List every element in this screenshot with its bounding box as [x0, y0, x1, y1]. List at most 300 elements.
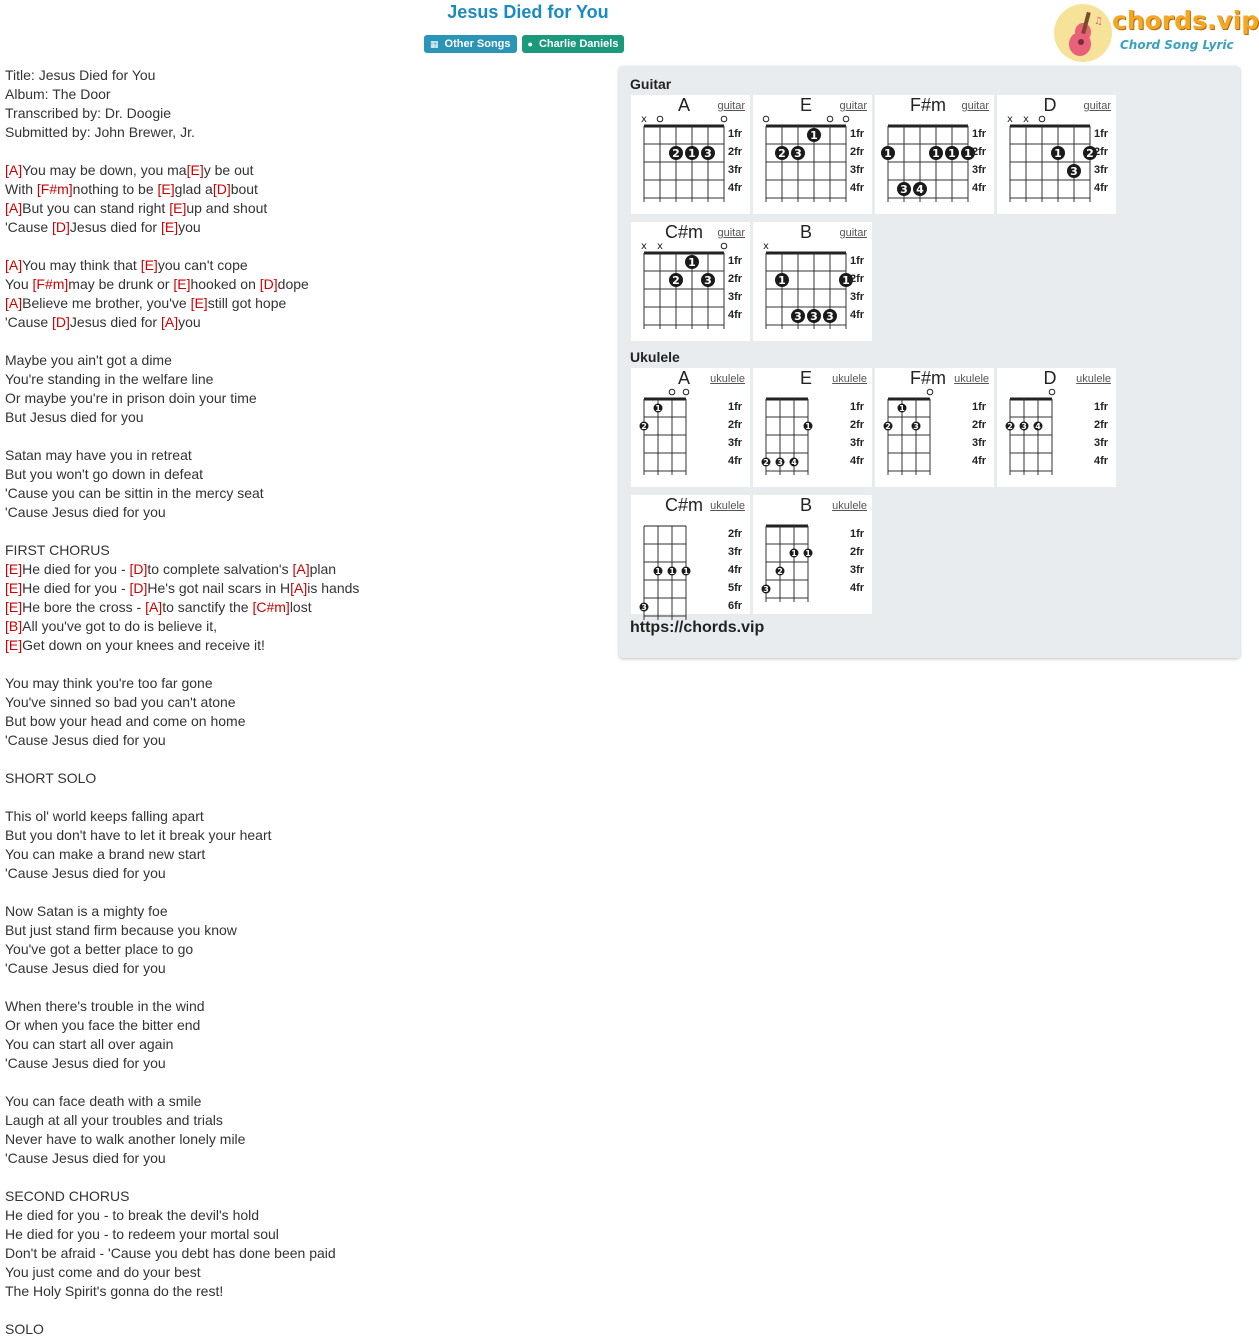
lyric-line: [5, 503, 605, 522]
lyric-text: You're standing in the welfare line: [5, 371, 214, 387]
chord-marker[interactable]: [A]: [292, 561, 310, 577]
fret-label: 2fr: [972, 146, 987, 158]
lyric-text: you: [178, 314, 201, 330]
fret-label: 2fr: [1094, 146, 1109, 158]
fret-label: 3fr: [850, 291, 865, 303]
lyric-text: Submitted by: John Brewer, Jr.: [5, 124, 195, 140]
lyric-text: But you won't go down in defeat: [5, 466, 204, 482]
lyric-text: Or maybe you're in prison doin your time: [5, 390, 257, 406]
fret-label: 4fr: [850, 182, 865, 194]
chord-name: A: [677, 95, 690, 115]
chord-marker[interactable]: [B]: [5, 618, 23, 634]
lyric-text: You: [5, 276, 33, 292]
lyric-text: Get down on your knees and receive it!: [22, 637, 265, 653]
fret-label: 3fr: [728, 164, 743, 176]
book-icon: ▦: [430, 39, 439, 49]
svg-text:1: 1: [842, 274, 850, 287]
svg-text:1: 1: [669, 567, 675, 576]
lyric-line: [5, 902, 605, 921]
fret-label: 2fr: [728, 146, 743, 158]
chord-name: A: [677, 368, 690, 388]
lyric-text: up and shout: [186, 200, 268, 216]
lyric-line: [5, 1130, 605, 1149]
chord-name: D: [1043, 95, 1057, 115]
instrument-link[interactable]: guitar: [839, 227, 867, 239]
guitar-heading: Guitar: [630, 76, 672, 92]
lyric-line: [5, 484, 605, 503]
fret-label: 4fr: [728, 455, 743, 467]
lyric-text: Maybe you ain't got a dime: [5, 352, 172, 368]
chord-name: B: [799, 495, 812, 515]
fret-label: 4fr: [728, 182, 743, 194]
svg-text:1: 1: [805, 549, 811, 558]
lyric-line: [5, 370, 605, 389]
lyric-text: glad a: [174, 181, 213, 197]
lyric-text: 'Cause Jesus died for you: [5, 1150, 166, 1166]
lyric-line: [5, 978, 605, 997]
lyric-line: [5, 446, 605, 465]
lyric-text: You've got a better place to go: [5, 941, 194, 957]
lyric-line: [5, 1092, 605, 1111]
svg-text:3: 3: [1070, 165, 1078, 178]
lyric-text: He died for you - to break the devil's hold: [5, 1207, 260, 1223]
lyric-line: [5, 104, 605, 123]
svg-text:4: 4: [791, 458, 797, 467]
lyric-text: plan: [309, 561, 337, 577]
ukulele-chord-d[interactable]: [997, 368, 1116, 487]
fret-label: 4fr: [972, 455, 987, 467]
chord-marker[interactable]: [E]: [169, 200, 187, 216]
lyric-line: [5, 579, 605, 598]
chord-marker[interactable]: [D]: [212, 181, 231, 197]
svg-text:1: 1: [688, 256, 696, 269]
lyric-text: When there's trouble in the wind: [5, 998, 205, 1014]
fret-label: 3fr: [1094, 437, 1109, 449]
artist-label: Charlie Daniels: [538, 38, 619, 50]
fret-label: 1fr: [972, 401, 987, 413]
fret-label: 2fr: [850, 273, 865, 285]
fret-label: 2fr: [728, 528, 743, 540]
lyric-text: 'Cause Jesus died for you: [5, 960, 166, 976]
ukulele-chord-e[interactable]: [753, 368, 872, 487]
chord-marker[interactable]: [A]: [5, 200, 23, 216]
user-icon: ●: [527, 39, 533, 49]
svg-text:3: 3: [826, 310, 834, 323]
chord-marker[interactable]: [E]: [190, 295, 208, 311]
lyric-line: [5, 256, 605, 275]
other-songs-badge[interactable]: [424, 35, 517, 53]
fret-label: 3fr: [850, 437, 865, 449]
instrument-link[interactable]: ukulele: [710, 500, 745, 512]
chord-marker[interactable]: [E]: [5, 599, 23, 615]
svg-text:2: 2: [763, 458, 769, 467]
chord-marker[interactable]: [A]: [5, 162, 23, 178]
svg-text:2: 2: [777, 567, 783, 576]
lyric-line: [5, 1206, 605, 1225]
lyric-line: [5, 1244, 605, 1263]
instrument-link[interactable]: guitar: [717, 100, 745, 112]
lyric-text: 'Cause Jesus died for you: [5, 865, 166, 881]
svg-text:1: 1: [778, 274, 786, 287]
svg-text:x: x: [1007, 114, 1013, 125]
svg-text:1: 1: [932, 147, 940, 160]
svg-text:x: x: [657, 241, 663, 252]
lyric-text: FIRST CHORUS: [5, 542, 110, 558]
lyric-line: [5, 237, 605, 256]
lyric-line: [5, 66, 605, 85]
ukulele-heading: Ukulele: [630, 349, 680, 365]
lyric-line: [5, 617, 605, 636]
lyric-text: to sanctify the: [162, 599, 253, 615]
lyric-line: [5, 674, 605, 693]
lyric-text: All you've got to do is believe it,: [22, 618, 218, 634]
lyric-text: Laugh at all your troubles and trials: [5, 1112, 223, 1128]
fret-label: 1fr: [728, 255, 743, 267]
ukulele-chord-csharpm[interactable]: [631, 495, 750, 614]
lyric-text: nothing to be: [72, 181, 158, 197]
fret-label: 1fr: [850, 528, 865, 540]
lyric-line: [5, 750, 605, 769]
lyric-line: [5, 997, 605, 1016]
lyric-text: Believe me brother, you've: [22, 295, 191, 311]
chord-marker[interactable]: [D]: [52, 314, 70, 330]
svg-text:1: 1: [899, 404, 905, 413]
fret-label: 1fr: [850, 255, 865, 267]
svg-text:2: 2: [1086, 147, 1094, 160]
chord-marker[interactable]: [E]: [140, 257, 158, 273]
lyric-text: Don't be afraid - 'Cause you debt has done been paid: [5, 1245, 336, 1261]
fret-label: 2fr: [1094, 419, 1109, 431]
lyric-line: [5, 560, 605, 579]
fret-label: 3fr: [972, 437, 987, 449]
fret-label: 1fr: [1094, 128, 1109, 140]
svg-text:3: 3: [777, 458, 783, 467]
svg-text:1: 1: [1054, 147, 1062, 160]
lyric-text: This ol' world keeps falling apart: [5, 808, 204, 824]
instrument-link[interactable]: guitar: [961, 100, 989, 112]
fret-label: 4fr: [850, 455, 865, 467]
instrument-link[interactable]: ukulele: [710, 373, 745, 385]
lyric-text: 'Cause you can be sittin in the mercy seat: [5, 485, 264, 501]
lyric-line: [5, 940, 605, 959]
lyric-text: You may think you're too far gone: [5, 675, 213, 691]
svg-text:3: 3: [810, 310, 818, 323]
lyric-text: Satan may have you in retreat: [5, 447, 192, 463]
chord-name: B: [799, 222, 812, 242]
lyric-line: [5, 1149, 605, 1168]
chord-diagrams-panel: [619, 66, 1240, 658]
lyric-line: [5, 389, 605, 408]
fret-label: 2fr: [972, 419, 987, 431]
chord-marker[interactable]: [E]: [5, 637, 23, 653]
fret-label: 1fr: [972, 128, 987, 140]
fret-label: 5fr: [728, 582, 743, 594]
lyric-text: You've sinned so bad you can't atone: [5, 694, 236, 710]
fret-label: 1fr: [1094, 401, 1109, 413]
lyric-text: y be out: [203, 162, 254, 178]
fret-label: 4fr: [850, 582, 865, 594]
guitar-chord-b[interactable]: [753, 222, 872, 341]
lyric-line: [5, 351, 605, 370]
lyrics-block: [5, 66, 605, 1339]
svg-text:3: 3: [704, 147, 712, 160]
lyric-line: [5, 332, 605, 351]
site-url[interactable]: https://chords.vip: [630, 619, 765, 636]
fret-label: 4fr: [972, 182, 987, 194]
fret-label: 4fr: [728, 309, 743, 321]
lyric-line: [5, 85, 605, 104]
fret-label: 3fr: [850, 564, 865, 576]
lyric-line: [5, 1225, 605, 1244]
svg-text:2: 2: [672, 274, 680, 287]
lyric-text: lost: [289, 599, 312, 615]
svg-text:3: 3: [1021, 422, 1027, 431]
svg-text:1: 1: [805, 422, 811, 431]
fret-label: 3fr: [728, 546, 743, 558]
fret-label: 1fr: [728, 401, 743, 413]
lyric-line: [5, 1301, 605, 1320]
lyric-line: [5, 180, 605, 199]
svg-text:4: 4: [916, 183, 924, 196]
lyric-text: SECOND CHORUS: [5, 1188, 130, 1204]
chord-marker[interactable]: [E]: [173, 276, 191, 292]
lyric-line: [5, 807, 605, 826]
chord-name: E: [799, 368, 812, 388]
guitar-chord-a[interactable]: [631, 95, 750, 214]
chord-marker[interactable]: [E]: [186, 162, 204, 178]
lyric-line: [5, 218, 605, 237]
lyric-line: [5, 921, 605, 940]
artist-badge[interactable]: [522, 35, 625, 53]
lyric-text: is hands: [307, 580, 360, 596]
lyric-text: But just stand firm because you know: [5, 922, 237, 938]
lyric-line: [5, 655, 605, 674]
chord-name: F#m: [910, 368, 946, 388]
lyric-text: 'Cause: [5, 219, 53, 235]
chord-marker[interactable]: [A]: [160, 314, 179, 330]
guitar-chord-csharpm[interactable]: [631, 222, 750, 341]
lyric-text: Now Satan is a mighty foe: [5, 903, 168, 919]
other-songs-label: Other Songs: [444, 38, 511, 50]
chord-marker[interactable]: [E]: [160, 219, 179, 235]
lyric-text: He died for you - to redeem your mortal soul: [5, 1226, 279, 1242]
svg-text:2: 2: [672, 147, 680, 160]
chord-marker[interactable]: [D]: [259, 276, 278, 292]
fret-label: 4fr: [1094, 182, 1109, 194]
lyric-line: [5, 598, 605, 617]
lyric-text: you: [178, 219, 201, 235]
fret-label: 2fr: [728, 273, 743, 285]
lyric-line: [5, 541, 605, 560]
lyric-text: may be drunk or: [68, 276, 174, 292]
guitar-chord-fsharpm[interactable]: [875, 95, 994, 214]
site-logo[interactable]: [1054, 2, 1259, 62]
instrument-link[interactable]: ukulele: [1076, 373, 1111, 385]
fret-label: 4fr: [1094, 455, 1109, 467]
chord-marker[interactable]: [D]: [129, 580, 148, 596]
lyric-text: He died for you -: [22, 561, 130, 577]
chord-marker[interactable]: [A]: [145, 599, 163, 615]
svg-text:2: 2: [778, 147, 786, 160]
lyric-line: [5, 1073, 605, 1092]
fret-label: 3fr: [728, 291, 743, 303]
ukulele-chord-a[interactable]: [631, 368, 750, 487]
fret-label: 2fr: [728, 419, 743, 431]
instrument-link[interactable]: ukulele: [954, 373, 989, 385]
lyric-line: [5, 408, 605, 427]
lyric-text: you can't cope: [157, 257, 248, 273]
fret-label: 2fr: [850, 546, 865, 558]
svg-text:1: 1: [655, 404, 661, 413]
instrument-link[interactable]: guitar: [717, 227, 745, 239]
lyric-text: SOLO: [5, 1321, 44, 1337]
svg-text:3: 3: [763, 585, 769, 594]
guitar-chord-d[interactable]: [997, 95, 1116, 214]
svg-text:1: 1: [791, 549, 797, 558]
lyric-line: [5, 731, 605, 750]
lyric-line: [5, 712, 605, 731]
chord-marker[interactable]: [A]: [5, 295, 23, 311]
svg-text:x: x: [1023, 114, 1029, 125]
lyric-text: But bow your head and come on home: [5, 713, 246, 729]
lyric-text: You may think that: [22, 257, 141, 273]
lyric-text: Or when you face the bitter end: [5, 1017, 201, 1033]
lyric-text: He's got nail scars in H: [147, 580, 291, 596]
lyric-text: But Jesus died for you: [5, 409, 144, 425]
lyric-line: [5, 522, 605, 541]
lyric-line: [5, 1035, 605, 1054]
fret-label: 3fr: [850, 164, 865, 176]
lyric-text: 'Cause Jesus died for you: [5, 732, 166, 748]
chord-name: F#m: [910, 95, 946, 115]
chord-marker[interactable]: [A]: [290, 580, 308, 596]
lyric-line: [5, 1187, 605, 1206]
logo-tagline: Chord Song Lyric: [1120, 38, 1234, 52]
chord-name: C#m: [664, 495, 703, 515]
instrument-link[interactable]: ukulele: [832, 500, 867, 512]
chord-marker[interactable]: [C#m]: [252, 599, 290, 615]
chord-name: E: [799, 95, 812, 115]
lyric-line: [5, 826, 605, 845]
chord-name: C#m: [664, 222, 703, 242]
chord-marker[interactable]: [A]: [5, 257, 23, 273]
lyric-line: [5, 142, 605, 161]
svg-text:3: 3: [794, 310, 802, 323]
lyric-text: But you don't have to let it break your heart: [5, 827, 272, 843]
svg-text:2: 2: [885, 422, 891, 431]
chord-marker[interactable]: [F#m]: [32, 276, 69, 292]
svg-text:x: x: [641, 241, 647, 252]
svg-text:1: 1: [683, 567, 689, 576]
chord-name: D: [1043, 368, 1057, 388]
lyric-text: Transcribed by: Dr. Doogie: [5, 105, 171, 121]
svg-text:1: 1: [948, 147, 956, 160]
fret-label: 2fr: [850, 146, 865, 158]
chord-marker[interactable]: [F#m]: [36, 181, 73, 197]
lyric-text: You may be down, you ma: [22, 162, 187, 178]
lyric-text: You can start all over again: [5, 1036, 174, 1052]
lyric-line: [5, 465, 605, 484]
lyric-text: dope: [277, 276, 309, 292]
lyric-text: But you can stand right: [22, 200, 170, 216]
fret-label: 1fr: [850, 128, 865, 140]
chord-marker[interactable]: [E]: [157, 181, 175, 197]
lyric-text: Album: The Door: [5, 86, 111, 102]
lyric-line: [5, 1263, 605, 1282]
lyric-line: [5, 294, 605, 313]
lyric-line: [5, 161, 605, 180]
svg-text:3: 3: [704, 274, 712, 287]
lyric-line: [5, 769, 605, 788]
lyric-text: You can face death with a smile: [5, 1093, 202, 1109]
lyric-line: [5, 788, 605, 807]
svg-text:x: x: [641, 114, 647, 125]
chord-marker[interactable]: [D]: [52, 219, 70, 235]
lyric-line: [5, 959, 605, 978]
guitar-logo-icon: [1054, 4, 1112, 62]
fret-label: 6fr: [728, 600, 743, 612]
lyric-text: still got hope: [207, 295, 287, 311]
lyric-line: [5, 864, 605, 883]
instrument-link[interactable]: ukulele: [832, 373, 867, 385]
chord-marker[interactable]: [D]: [129, 561, 148, 577]
lyric-text: Jesus died for: [69, 219, 161, 235]
lyric-line: [5, 1168, 605, 1187]
chord-marker[interactable]: [E]: [5, 561, 23, 577]
lyric-text: SHORT SOLO: [5, 770, 97, 786]
svg-text:♫: ♫: [1094, 16, 1103, 27]
logo-wordmark: chords.vip: [1112, 6, 1259, 35]
lyric-line: [5, 636, 605, 655]
svg-text:3: 3: [794, 147, 802, 160]
lyric-text: The Holy Spirit's gonna do the rest!: [5, 1283, 224, 1299]
svg-text:1: 1: [884, 147, 892, 160]
lyric-text: to complete salvation's: [147, 561, 293, 577]
svg-text:1: 1: [655, 567, 661, 576]
svg-text:1: 1: [964, 147, 972, 160]
lyric-text: He died for you -: [22, 580, 130, 596]
chord-marker[interactable]: [E]: [5, 580, 23, 596]
fret-label: 1fr: [728, 128, 743, 140]
lyric-line: [5, 693, 605, 712]
svg-text:4: 4: [1035, 422, 1041, 431]
lyric-line: [5, 1282, 605, 1301]
instrument-link[interactable]: guitar: [839, 100, 867, 112]
svg-text:3: 3: [900, 183, 908, 196]
lyric-text: Title: Jesus Died for You: [5, 67, 156, 83]
ukulele-chord-fsharpm[interactable]: [875, 368, 994, 487]
svg-text:3: 3: [641, 603, 647, 612]
lyric-line: [5, 427, 605, 446]
guitar-chord-e[interactable]: [753, 95, 872, 214]
lyric-text: Jesus died for: [69, 314, 161, 330]
instrument-link[interactable]: guitar: [1083, 100, 1111, 112]
fret-label: 3fr: [1094, 164, 1109, 176]
lyric-text: You just come and do your best: [5, 1264, 201, 1280]
lyric-line: [5, 845, 605, 864]
svg-text:2: 2: [1007, 422, 1013, 431]
fret-label: 1fr: [850, 401, 865, 413]
fret-label: 3fr: [972, 164, 987, 176]
lyric-line: [5, 883, 605, 902]
ukulele-chord-b[interactable]: [753, 495, 872, 614]
lyric-line: [5, 1054, 605, 1073]
category-badges: [424, 35, 624, 53]
lyric-line: [5, 1016, 605, 1035]
lyric-text: With: [5, 181, 37, 197]
lyric-line: [5, 275, 605, 294]
fret-label: 4fr: [850, 309, 865, 321]
